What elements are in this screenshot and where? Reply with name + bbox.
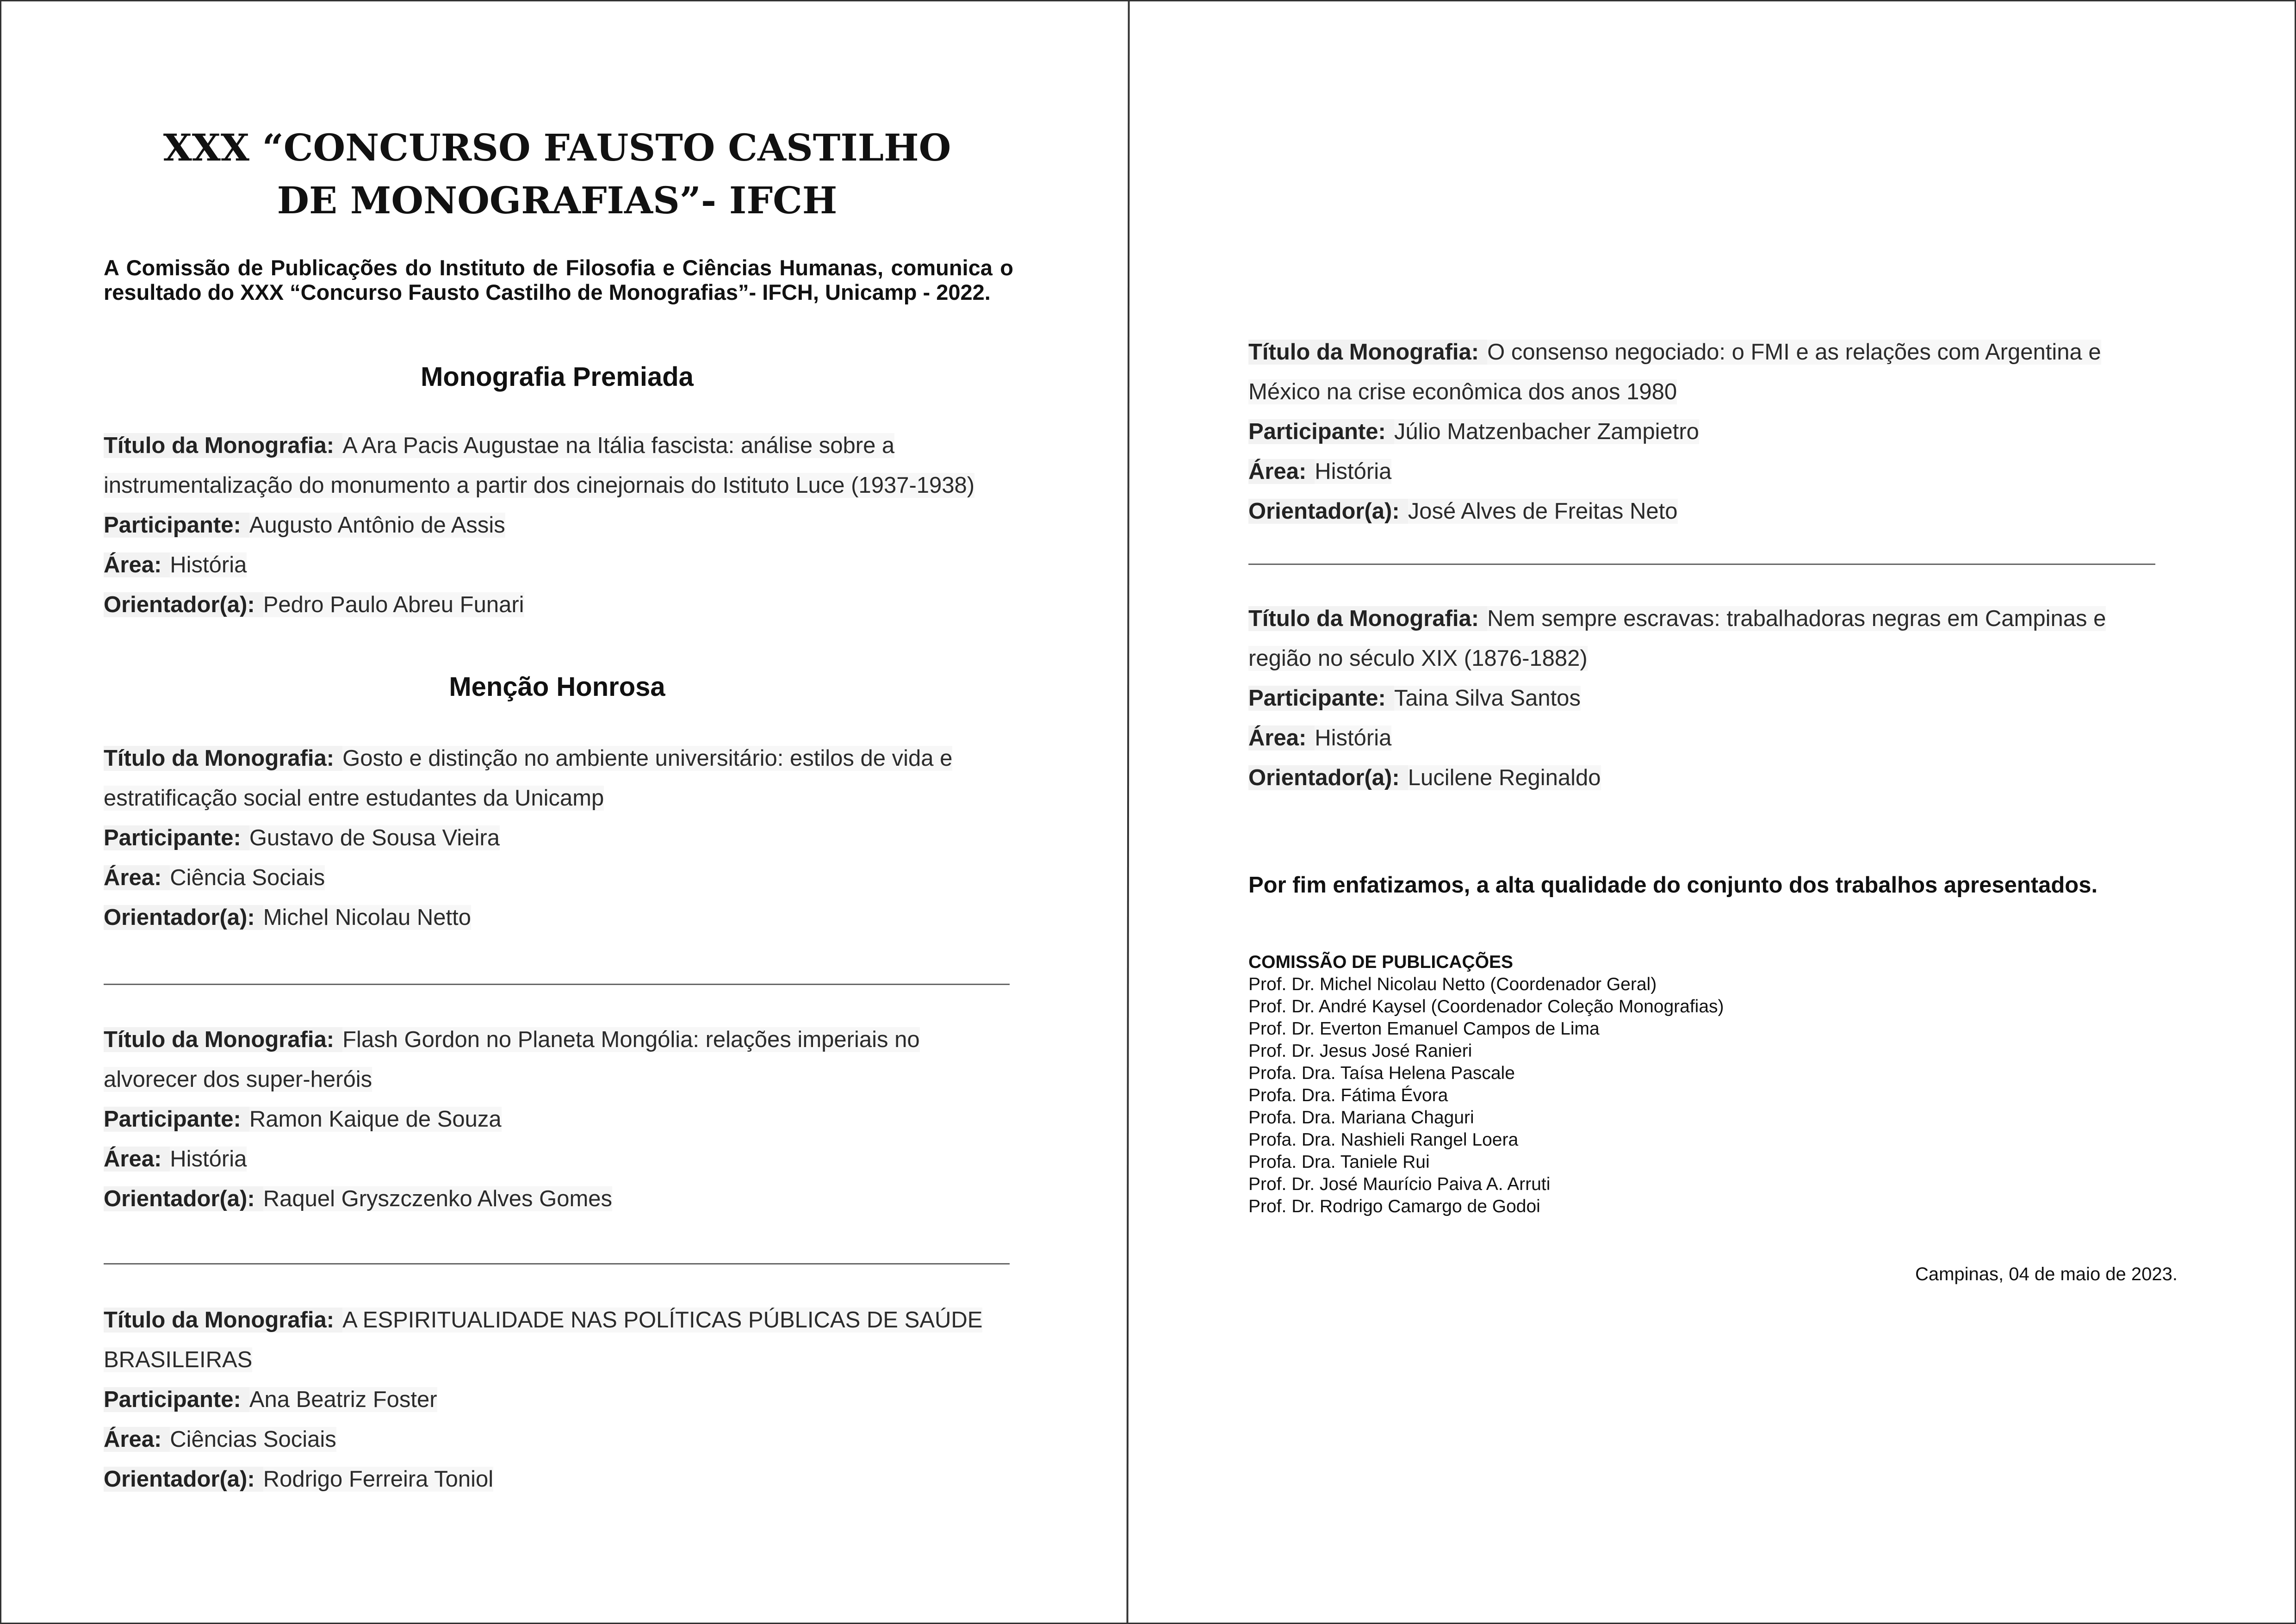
committee-member: Prof. Dr. Michel Nicolau Netto (Coordenador Geral) bbox=[1248, 974, 1657, 994]
committee-member: Prof. Dr. André Kaysel (Coordenador Coleção Monografias) bbox=[1248, 997, 1724, 1017]
area-label: Área: bbox=[1248, 725, 1315, 750]
participante-label: Participante: bbox=[1248, 686, 1394, 711]
area-value: História bbox=[1315, 725, 1392, 750]
orientador-label: Orientador(a): bbox=[104, 1186, 263, 1211]
entry-premiada bbox=[104, 426, 1011, 625]
area-value: História bbox=[1315, 459, 1392, 484]
committee-member: Prof. Dr. Everton Emanuel Campos de Lima bbox=[1248, 1019, 1600, 1039]
entry-participant-row bbox=[104, 1380, 1011, 1419]
entry-title-row bbox=[104, 1300, 1011, 1380]
orientador-label: Orientador(a): bbox=[104, 1467, 263, 1492]
titulo-value: O consenso negociado: o FMI e as relações com Argentina e México na crise econômica dos anos 1980 bbox=[1248, 340, 2101, 404]
entry-participant-row bbox=[104, 1099, 1011, 1139]
entry-area-row bbox=[104, 1419, 1011, 1459]
committee-member: Profa. Dra. Nashieli Rangel Loera bbox=[1248, 1130, 1519, 1150]
committee-member: Prof. Dr. José Maurício Paiva A. Arruti bbox=[1248, 1174, 1551, 1194]
committee-member: Profa. Dra. Mariana Chaguri bbox=[1248, 1108, 1474, 1128]
entry-mencao-1 bbox=[104, 738, 1011, 937]
orientador-value: Rodrigo Ferreira Toniol bbox=[263, 1467, 494, 1492]
participante-value: Taina Silva Santos bbox=[1394, 686, 1581, 711]
separator-line bbox=[1248, 564, 2155, 565]
participante-label: Participante: bbox=[104, 513, 249, 538]
entry-mencao-2 bbox=[104, 1020, 1011, 1219]
entry-advisor-row bbox=[1248, 491, 2155, 531]
entry-mencao-4 bbox=[1248, 332, 2155, 531]
area-label: Área: bbox=[104, 1427, 170, 1452]
participante-value: Gustavo de Sousa Vieira bbox=[249, 825, 500, 850]
intro-paragraph: A Comissão de Publicações do Instituto de Filosofia e Ciências Humanas, comunica o resultado do XXX “Concurso Fausto Castilho de Monografias”- IFCH, Unicamp - 2022. bbox=[104, 255, 1013, 304]
titulo-value: Flash Gordon no Planeta Mongólia: relações imperiais no alvorecer dos super-heróis bbox=[104, 1027, 920, 1092]
orientador-label: Orientador(a): bbox=[104, 905, 263, 930]
entry-title-row bbox=[1248, 332, 2155, 412]
participante-label: Participante: bbox=[104, 825, 249, 850]
section-heading-mencao: Menção Honrosa bbox=[449, 672, 665, 702]
participante-label: Participante: bbox=[1248, 419, 1394, 444]
orientador-label: Orientador(a): bbox=[104, 592, 263, 617]
participante-value: Ana Beatriz Foster bbox=[249, 1387, 437, 1412]
participante-value: Júlio Matzenbacher Zampietro bbox=[1394, 419, 1699, 444]
titulo-value: A Ara Pacis Augustae na Itália fascista: análise sobre a instrumentalização do monumento a partir dos cinejornais do Istituto Luce (1937-1938) bbox=[104, 433, 975, 498]
area-label: Área: bbox=[104, 552, 170, 577]
date-line: Campinas, 04 de maio de 2023. bbox=[1915, 1264, 2178, 1284]
titulo-value: Nem sempre escravas: trabalhadoras negras em Campinas e região no século XIX (1876-1882) bbox=[1248, 606, 2106, 671]
entry-advisor-row bbox=[104, 585, 1011, 625]
committee-title: COMISSÃO DE PUBLICAÇÕES bbox=[1248, 952, 1514, 972]
entry-participant-row bbox=[104, 818, 1011, 858]
area-label: Área: bbox=[1248, 459, 1315, 484]
orientador-value: Pedro Paulo Abreu Funari bbox=[263, 592, 524, 617]
participante-value: Augusto Antônio de Assis bbox=[249, 513, 505, 538]
closing-statement: Por fim enfatizamos, a alta qualidade do conjunto dos trabalhos apresentados. bbox=[1248, 873, 2098, 898]
entry-participant-row bbox=[104, 505, 1011, 545]
area-label: Área: bbox=[104, 865, 170, 890]
separator-line bbox=[104, 1263, 1010, 1264]
orientador-value: José Alves de Freitas Neto bbox=[1408, 499, 1678, 524]
entry-advisor-row bbox=[104, 1179, 1011, 1219]
area-value: História bbox=[170, 552, 247, 577]
page-title-line-1: XXX “CONCURSO FAUSTO CASTILHO bbox=[163, 126, 951, 169]
area-value: Ciências Sociais bbox=[170, 1427, 336, 1452]
entry-area-row bbox=[1248, 718, 2155, 758]
titulo-value: Gosto e distinção no ambiente universitário: estilos de vida e estratificação social entre estudantes da Unicamp bbox=[104, 746, 953, 811]
orientador-value: Michel Nicolau Netto bbox=[263, 905, 472, 930]
entry-mencao-3 bbox=[104, 1300, 1011, 1499]
entry-title-row bbox=[1248, 599, 2155, 678]
participante-value: Ramon Kaique de Souza bbox=[249, 1107, 502, 1132]
entry-area-row bbox=[104, 545, 1011, 585]
titulo-label: Título da Monografia: bbox=[104, 433, 342, 458]
titulo-label: Título da Monografia: bbox=[104, 746, 342, 771]
page-title bbox=[104, 121, 1011, 227]
entry-area-row bbox=[104, 858, 1011, 898]
titulo-label: Título da Monografia: bbox=[104, 1308, 342, 1333]
committee-member: Profa. Dra. Taísa Helena Pascale bbox=[1248, 1063, 1515, 1083]
entry-title-row bbox=[104, 1020, 1011, 1099]
committee-member: Prof. Dr. Jesus José Ranieri bbox=[1248, 1041, 1472, 1061]
page-title-line-2: DE MONOGRAFIAS”- IFCH bbox=[277, 179, 838, 222]
participante-label: Participante: bbox=[104, 1107, 249, 1132]
committee-member: Prof. Dr. Rodrigo Camargo de Godoi bbox=[1248, 1196, 1540, 1216]
entry-area-row bbox=[1248, 452, 2155, 491]
committee-block bbox=[1248, 951, 1896, 1218]
orientador-value: Lucilene Reginaldo bbox=[1408, 765, 1601, 790]
section-heading-premiada: Monografia Premiada bbox=[421, 362, 694, 392]
orientador-value: Raquel Gryszczenko Alves Gomes bbox=[263, 1186, 613, 1211]
orientador-label: Orientador(a): bbox=[1248, 499, 1408, 524]
entry-participant-row bbox=[1248, 412, 2155, 452]
entry-area-row bbox=[104, 1139, 1011, 1179]
entry-advisor-row bbox=[1248, 758, 2155, 798]
entry-participant-row bbox=[1248, 678, 2155, 718]
area-label: Área: bbox=[104, 1147, 170, 1172]
entry-mencao-5 bbox=[1248, 599, 2155, 798]
area-value: História bbox=[170, 1147, 247, 1172]
area-value: Ciência Sociais bbox=[170, 865, 325, 890]
titulo-label: Título da Monografia: bbox=[1248, 606, 1487, 631]
committee-member: Profa. Dra. Taniele Rui bbox=[1248, 1152, 1430, 1172]
titulo-label: Título da Monografia: bbox=[1248, 340, 1487, 365]
entry-title-row bbox=[104, 426, 1011, 505]
separator-line bbox=[104, 984, 1010, 985]
orientador-label: Orientador(a): bbox=[1248, 765, 1408, 790]
titulo-value: A ESPIRITUALIDADE NAS POLÍTICAS PÚBLICAS DE SAÚDE BRASILEIRAS bbox=[104, 1308, 983, 1372]
participante-label: Participante: bbox=[104, 1387, 249, 1412]
committee-member: Profa. Dra. Fátima Évora bbox=[1248, 1085, 1448, 1105]
titulo-label: Título da Monografia: bbox=[104, 1027, 342, 1052]
entry-title-row bbox=[104, 738, 1011, 818]
entry-advisor-row bbox=[104, 898, 1011, 937]
entry-advisor-row bbox=[104, 1459, 1011, 1499]
